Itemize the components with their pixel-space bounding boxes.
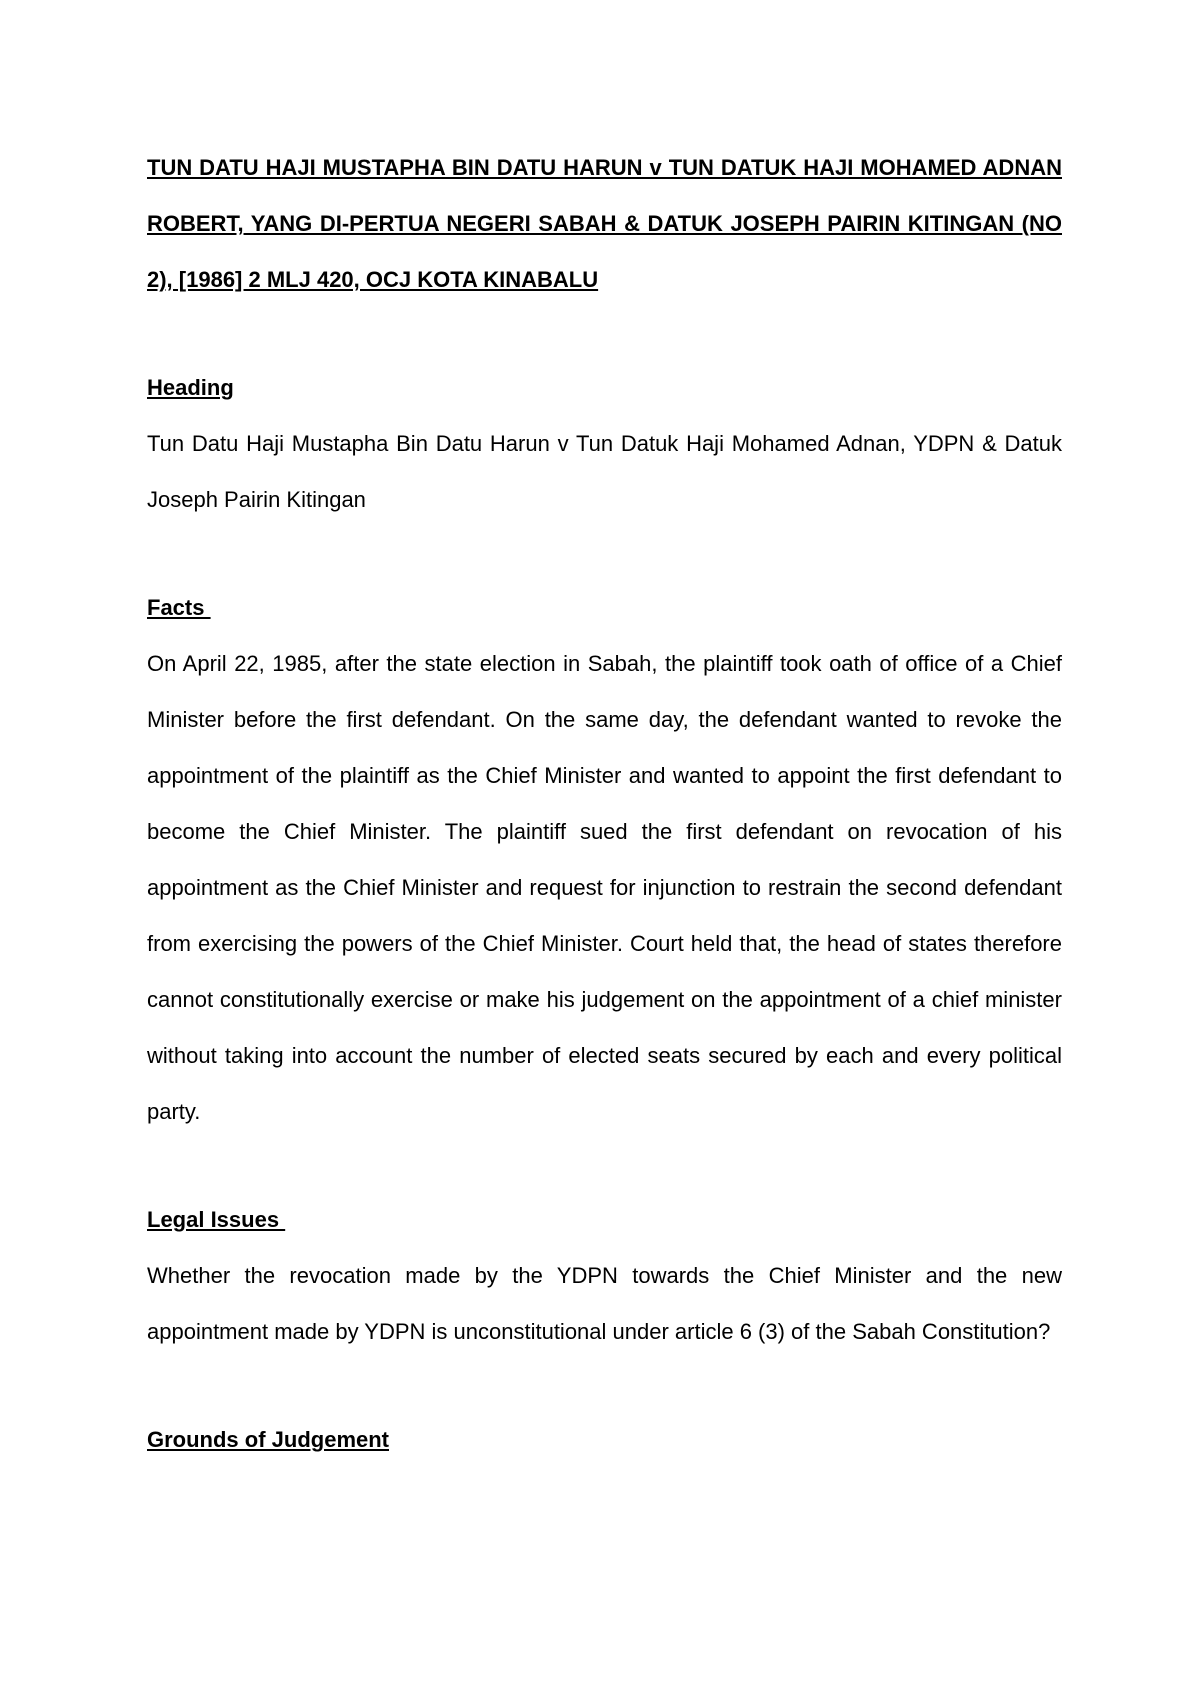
section-legal-issues-text: Whether the revocation made by the YDPN towards the Chief Minister and the new appointment made by YDPN is unconstitutional under article 6 (3) of the Sabah Constitution? <box>147 1263 1062 1344</box>
section-legal-issues-title: Legal Issues <box>147 1207 286 1232</box>
document-body <box>147 140 1062 1468</box>
case-title: TUN DATU HAJI MUSTAPHA BIN DATU HARUN v TUN DATUK HAJI MOHAMED ADNAN ROBERT, YANG DI-PERTUA NEGERI SABAH & DATUK JOSEPH PAIRIN KITINGAN (NO 2), [1986] 2 MLJ 420, OCJ KOTA KINABALU <box>147 155 1062 292</box>
section-grounds-title: Grounds of Judgement <box>147 1427 389 1452</box>
section-facts-text: On April 22, 1985, after the state election in Sabah, the plaintiff took oath of office of a Chief Minister before the first defendant. On the same day, the defendant wanted to revoke the appointment of the plaintiff as the Chief Minister and wanted to appoint the first defendant to become the Chief Minister. The plaintiff sued the first defendant on revocation of his appointment as the Chief Minister and request for injunction to restrain the second defendant from exercising the powers of the Chief Minister. Court held that, the head of states therefore cannot constitutionally exercise or make his judgement on the appointment of a chief minister without taking into account the number of elected seats secured by each and every political party. <box>147 651 1062 1124</box>
section-heading-block <box>147 360 1062 528</box>
section-facts-title: Facts <box>147 595 211 620</box>
section-heading-title: Heading <box>147 375 234 400</box>
section-heading-text: Tun Datu Haji Mustapha Bin Datu Harun v Tun Datuk Haji Mohamed Adnan, YDPN & Datuk Joseph Pairin Kitingan <box>147 431 1062 512</box>
section-facts <box>147 580 1062 1140</box>
section-legal-issues <box>147 1192 1062 1360</box>
section-grounds-of-judgement <box>147 1412 1062 1468</box>
